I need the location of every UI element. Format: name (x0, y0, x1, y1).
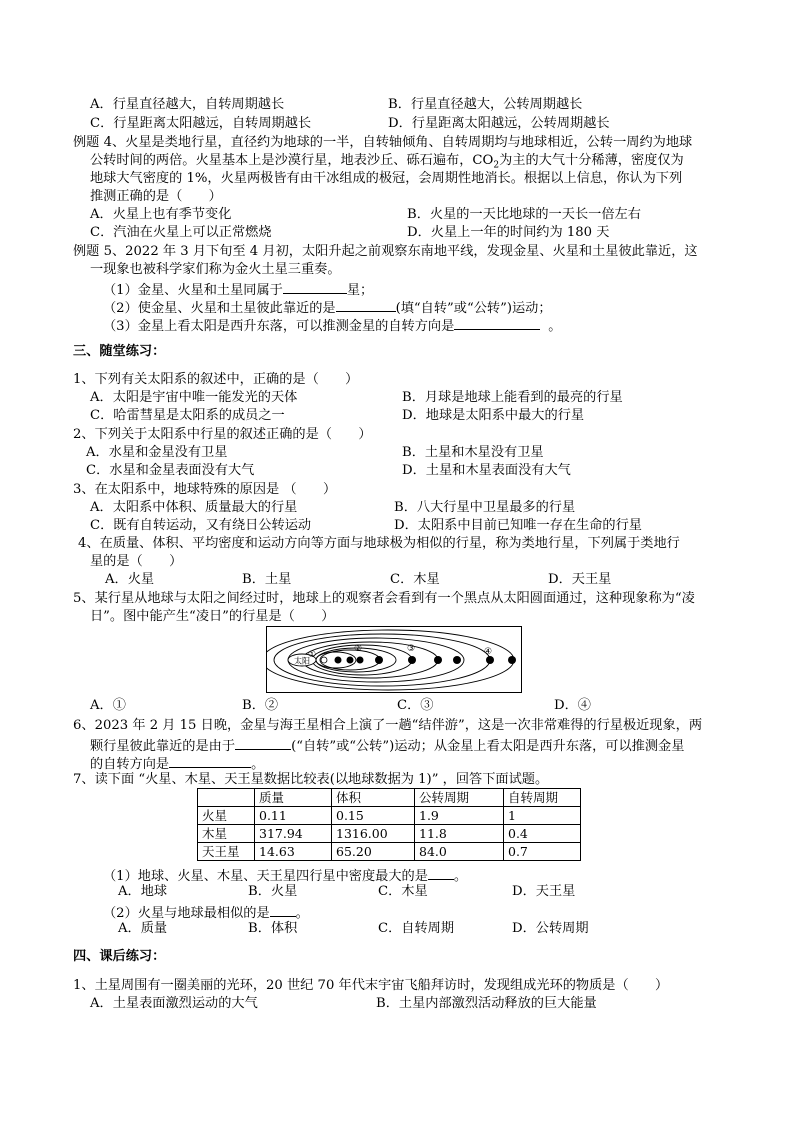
q7-sub1-blank[interactable] (428, 865, 454, 880)
q4-option-a: A．火星 (105, 572, 155, 587)
diagram-label-1: ① (308, 650, 317, 660)
q5-option-a: A．① (90, 698, 126, 713)
table-row (198, 807, 581, 825)
q7-sub-question-2: （2）火星与地球最相似的是 。 (103, 902, 309, 923)
hw1-option-b: B．土星内部激烈活动释放的巨大能量 (376, 996, 597, 1011)
q4-option-c: C．木星 (390, 572, 440, 587)
q7-sub2-blank[interactable] (270, 902, 296, 917)
q1-option-d: D．地球是太阳系中最大的行星 (402, 408, 585, 423)
q2-option-c: C．水星和金星表面没有大气 (86, 463, 255, 478)
q4-option-b: B．土星 (242, 572, 292, 587)
q5-line-1: 5、某行星从地球与太阳之间经过时，地球上的观察者会看到有一个黑点从太阳圆面通过，这种现象称为“凌 (73, 591, 695, 606)
q7-sub-question-1: （1）地球、火星、木星、天王星四行星中密度最大的是 。 (103, 865, 467, 886)
table-cell: 0.15 (332, 807, 415, 825)
q7-sub1-option-b: B．火星 (248, 884, 298, 899)
ex4-line-1: 例题 4、火星是类地行星，直径约为地球的一半，自转轴倾角、自转周期均与地球相近，公转一周约为地球 (73, 135, 693, 150)
ex5-q1-blank[interactable] (283, 279, 347, 294)
q4-line-1: 4、在质量、体积、平均密度和运动方向等方面与地球极为相似的行星，称为类地行星，下列属于类地行 (78, 536, 680, 551)
q6-blank-2[interactable] (169, 753, 251, 768)
planet-marker (486, 656, 494, 664)
q5-option-d: D．④ (554, 698, 591, 713)
q7-sub1-option-a: A．地球 (118, 884, 168, 899)
ex4-line-2: 公转时间的两倍。火星基本上是沙漠行星，地表沙丘、砾石遍布，$CO_2$为主的大气十分稀薄，密度仅为 (90, 153, 684, 171)
planet-marker (321, 657, 327, 663)
planet-marker (357, 657, 364, 664)
table-header-cell: 质量 (255, 789, 332, 807)
planet-marker (375, 656, 383, 664)
table-cell: 0.4 (504, 825, 581, 843)
ex5-q2-blank[interactable] (336, 297, 396, 312)
section-3-title: 三、随堂练习： (73, 344, 166, 359)
table-cell: 14.63 (255, 843, 332, 861)
q3-option-c: C．既有自转运动，又有绕日公转运动 (90, 518, 312, 533)
q6-line-1: 6、2023 年 2 月 15 日晚，金星与海王星相合上演了一趟“结伴游”，这是一次非常难得的行星极近现象，两 (73, 718, 703, 733)
diagram-label-2: ② (354, 644, 363, 654)
table-header-cell: 公转周期 (415, 789, 504, 807)
table-cell: 1316.00 (332, 825, 415, 843)
q2-stem: 2、下列关于太阳系中行星的叙述正确的是（ ） (73, 427, 372, 442)
q6-line-2: 颗行星彼此靠近的是由于 (“自转”或“公转”)运动；从金星上看太阳是西升东落，可以推测金星 (90, 735, 684, 756)
ex5-line-2: 一现象也被科学家们称为金火土星三重奏。 (90, 262, 341, 277)
q7-sub1-option-c: C．木星 (378, 884, 428, 899)
table-cell: 天王星 (198, 843, 255, 861)
q7-sub2-option-c: C．自转周期 (378, 921, 455, 936)
ex5-line-1: 例题 5、2022 年 3 月下旬至 4 月初，太阳升起之前观察东南地平线，发现金星、火星和土星彼此靠近，这 (73, 244, 698, 259)
table-header-row (198, 789, 581, 807)
q5-option-c: C．③ (397, 698, 434, 713)
q1-option-b: B．月球是地球上能看到的最亮的行星 (402, 390, 623, 405)
q6-line-3: 的自转方向是 。 (90, 753, 264, 774)
hw1-stem: 1、土星周围有一圈美丽的光环，20 世纪 70 年代末宇宙飞船拜访时，发现组成光环的物质是（ ） (73, 978, 669, 993)
q5-line-2: 日”。图中能产生“凌日”的行星是（ ） (90, 609, 335, 624)
planet-marker (347, 657, 354, 664)
table-cell: 0.11 (255, 807, 332, 825)
diagram-label-4: ④ (484, 647, 493, 657)
ex3-option-c: C．行星距离太阳越远，自转周期越长 (90, 116, 312, 131)
sun-label: 太阳 (294, 656, 310, 666)
table-header-cell: 体积 (332, 789, 415, 807)
q7-sub2-option-d: D．公转周期 (512, 921, 589, 936)
ex4-option-b: B．火星的一天比地球的一天长一倍左右 (407, 207, 641, 222)
table-row (198, 843, 581, 861)
table-cell: 0.7 (504, 843, 581, 861)
planet-marker (408, 656, 416, 664)
q1-stem: 1、下列有关太阳系的叙述中，正确的是（ ） (73, 372, 359, 387)
q3-option-a: A．太阳系中体积、质量最大的行星 (90, 500, 298, 515)
solar-system-diagram (266, 626, 522, 693)
ex5-question-2: （2）使金星、火星和土星彼此靠近的是 (填“自转”或“公转”)运动； (103, 297, 552, 318)
ex4-line-4: 推测正确的是（ ） (90, 189, 222, 204)
q4-option-d: D．天王星 (548, 572, 612, 587)
q6-blank-1[interactable] (235, 735, 291, 750)
planet-marker (453, 656, 461, 664)
table-cell: 84.0 (415, 843, 504, 861)
q2-option-a: A．水星和金星没有卫星 (86, 445, 228, 460)
q7-sub2-option-a: A．质量 (118, 921, 168, 936)
q3-option-b: B．八大行星中卫星最多的行星 (394, 500, 576, 515)
planet-marker (508, 656, 516, 664)
q4-line-2: 星的是（ ） (90, 554, 183, 569)
planet-marker (434, 656, 442, 664)
diagram-label-3: ③ (407, 644, 416, 654)
q2-option-b: B．土星和木星没有卫星 (402, 445, 544, 460)
q3-option-d: D．太阳系中目前已知唯一存在生命的行星 (394, 518, 642, 533)
table-cell: 317.94 (255, 825, 332, 843)
ex5-q3-blank[interactable] (454, 315, 540, 330)
q5-option-b: B．② (242, 698, 279, 713)
planet-marker (335, 657, 342, 664)
q1-option-c: C．哈雷彗星是太阳系的成员之一 (90, 408, 285, 423)
ex5-question-3: （3）金星上看太阳是西升东落，可以推测金星的自转方向是 。 (103, 315, 561, 336)
section-4-title: 四、课后练习： (73, 949, 166, 964)
ex5-question-1: （1）金星、火星和土星同属于 星； (103, 279, 373, 300)
table-cell: 65.20 (332, 843, 415, 861)
planet-data-table (197, 788, 581, 861)
ex4-option-a: A．火星上也有季节变化 (90, 207, 232, 222)
table-cell: 1 (504, 807, 581, 825)
table-header-cell: 自转周期 (504, 789, 581, 807)
table-cell: 1.9 (415, 807, 504, 825)
table-cell: 木星 (198, 825, 255, 843)
table-cell: 火星 (198, 807, 255, 825)
ex3-option-d: D．行星距离太阳越远，公转周期越长 (388, 116, 610, 131)
ex4-option-d: D．火星上一年的时间约为 180 天 (407, 225, 610, 240)
ex4-line-3: 地球大气密度的 1%，火星两极皆有由干冰组成的极冠，会周期性地消长。根据以上信息，你认为下列 (90, 171, 683, 186)
q7-stem: 7、读下面 “火星、木星、天王星数据比较表(以地球数据为 1)” ，回答下面试题。 (73, 772, 549, 787)
q3-stem: 3、在太阳系中，地球特殊的原因是 （ ） (73, 482, 337, 497)
q2-option-d: D．土星和木星表面没有大气 (402, 463, 571, 478)
q7-sub1-option-d: D．天王星 (512, 884, 576, 899)
q7-sub2-option-b: B．体积 (248, 921, 298, 936)
table-header-cell (198, 789, 255, 807)
ex3-option-b: B．行星直径越大，公转周期越长 (388, 97, 583, 112)
hw1-option-a: A．土星表面激烈运动的大气 (90, 996, 258, 1011)
ex4-option-c: C．汽油在火星上可以正常燃烧 (90, 225, 272, 240)
ex3-option-a: A．行星直径越大，自转周期越长 (90, 97, 285, 112)
q1-option-a: A．太阳是宇宙中唯一能发光的天体 (90, 390, 298, 405)
table-row (198, 825, 581, 843)
table-cell: 11.8 (415, 825, 504, 843)
